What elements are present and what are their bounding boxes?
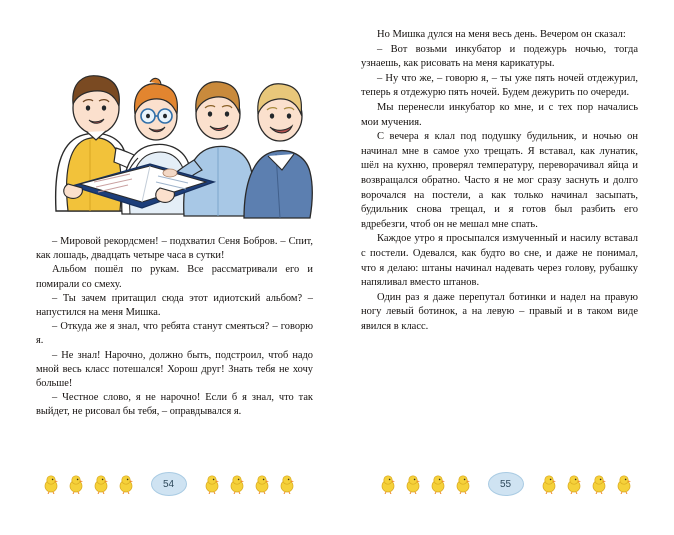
chick-decorations-left (379, 474, 472, 494)
paragraph: Один раз я даже перепутал ботинки и надел на правую ногу левый ботинок, а на левую – правый и в таком виде явился в класс. (361, 291, 638, 332)
chick-icon (404, 474, 422, 494)
page-number-badge (488, 472, 524, 496)
chick-icon (590, 474, 608, 494)
paragraph: – Честное слово, я не нарочно! Если б я знал, что так выйдет, не рисовал бы тебя, – оправдывался я. (36, 392, 313, 418)
chick-icon (565, 474, 583, 494)
left-page-text (36, 235, 313, 420)
chick-icon (253, 474, 271, 494)
paragraph: Каждое утро я просыпался измученный и насилу вставал с постели. Одевался, как будто во сне, и даже не понимал, что я делаю: штаны начинал надевать через голову, рубашку напяливал вместо штанов. (361, 233, 638, 289)
paragraph: – Ты зачем притащил сюда этот идиотский альбом? – напустился на меня Мишка. (36, 292, 313, 319)
paragraph: С вечера я клал под подушку будильник, и ночью он начинал мне в самое ухо трещать. Я вставал, как лунатик, шёл на кухню, проверял температуру, переворачивал яйца и возвращался обратно. Часто я не мог сразу заснуть и долго ворочался на постели, а как только начинал засыпать, будильник снова трещал, и я готов был разбить его вдребезги, чтоб он не мешал мне спать. (361, 131, 638, 230)
paragraph: – Мировой рекордсмен! – подхватил Сеня Бобров. – Спит, как лошадь, двадцать четыре часа в сутки! (36, 236, 313, 262)
chick-decorations-right (203, 474, 296, 494)
page-number: 55 (499, 478, 512, 490)
paragraph: Мы перенесли инкубатор ко мне, и с тех пор начались мои мучения. (361, 101, 638, 128)
right-page (337, 0, 674, 535)
chick-icon (42, 474, 60, 494)
chick-icon (540, 474, 558, 494)
paragraph: – Не знал! Нарочно, должно быть, подстроил, чтоб надо мной весь класс потешался! Хорош друг! Знать тебя не хочу больше! (36, 349, 313, 390)
left-page-footer (0, 471, 337, 497)
paragraph: – Вот возьми инкубатор и подежурь ночью, тогда узнаешь, как рисовать на меня карикатуры. (361, 43, 638, 70)
illustration-four-boys-looking-at-album (38, 36, 316, 221)
chick-icon (454, 474, 472, 494)
paragraph: Но Мишка дулся на меня весь день. Вечером он сказал: (377, 29, 626, 40)
chick-icon (278, 474, 296, 494)
chick-icon (92, 474, 110, 494)
right-page-text (361, 28, 638, 334)
chick-icon (203, 474, 221, 494)
paragraph: – Ну что же, – говорю я, – ты уже пять ночей отдежурил, теперь я отдежурю пять ночей. Будем дежурить по очереди. (361, 72, 638, 99)
chick-icon (429, 474, 447, 494)
chick-icon (67, 474, 85, 494)
page-number: 54 (162, 478, 175, 490)
chick-decorations-right (540, 474, 633, 494)
right-page-footer (337, 471, 674, 497)
chick-decorations-left (42, 474, 135, 494)
chick-icon (117, 474, 135, 494)
paragraph: Альбом пошёл по рукам. Все рассматривали его и помирали со смеху. (36, 264, 313, 290)
chick-icon (379, 474, 397, 494)
chick-icon (615, 474, 633, 494)
chick-icon (228, 474, 246, 494)
paragraph: – Откуда же я знал, что ребята станут смеяться? – говорю я. (36, 321, 313, 347)
page-number-badge (151, 472, 187, 496)
